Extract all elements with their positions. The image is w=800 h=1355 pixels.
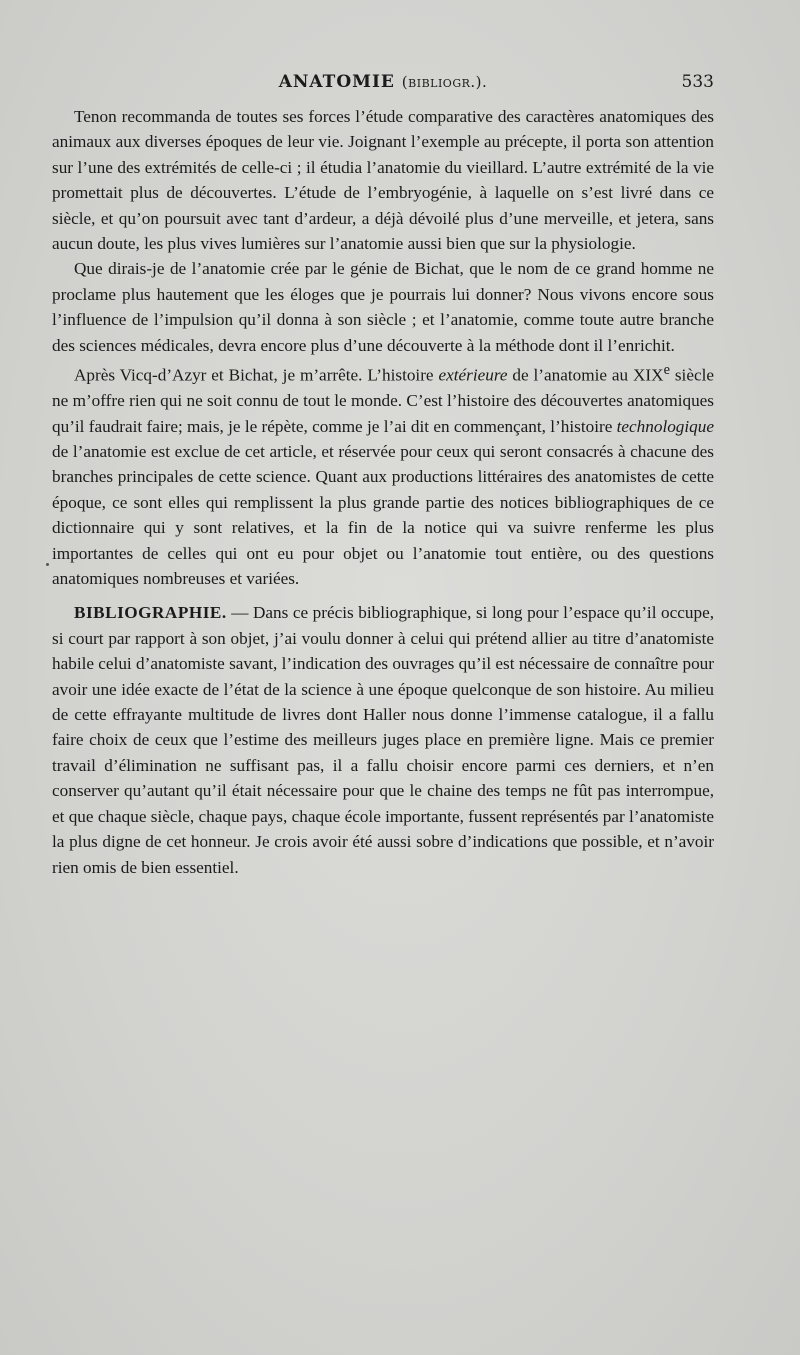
paragraph-text: — Dans ce précis bibliographique, si long pour l’espace qu’il occupe, si court par rapport à son objet, j’ai voulu donner à celui qui prétend allier au titre d’anatomiste habile celui d’anatomiste savant, l’indication des ouvrages qu’il est nécessaire de connaître pour avoir une idée exacte de l’état de la science à une époque quelconque de son histoire. Au milieu de cette effrayante multitude de livres dont Haller nous donne l’immense catalogue, il a fallu faire choix de ceux que l’estime des meilleurs juges place en première ligne. Mais ce premier travail d’élimination ne suffisant pas, il a fallu choisir encore parmi ces derniers, et n’en conserver qu’autant qu’il était nécessaire pour que le chaine des temps ne fût pas interrompue, et que chaque siècle, chaque pays, chaque école importante, fussent représentés par l’anatomiste la plus digne de cet honneur. Je crois avoir été aussi sobre d’indications que possible, et n’avoir rien omis de bien essentiel. — [52, 603, 714, 877]
page-header — [52, 72, 714, 98]
running-title — [52, 72, 714, 92]
emphasis-exterieure: extérieure — [438, 365, 508, 385]
paragraph-bichat: Que dirais-je de l’anatomie crée par le génie de Bichat, que le nom de ce grand homme ne proclame plus hautement que les éloges que je pourrais lui donner? Nous vivons encore sous l’influence de l’impulsion qu’il donna à son siècle ; et l’anatomie, comme toute autre branche des sciences médicales, devra encore plus d’une découverte à la méthode dont il l’enrichit. — [52, 259, 714, 355]
running-title-main: ANATOMIE — [278, 72, 395, 92]
paragraph-vicq-dazyr — [52, 358, 714, 591]
page-number: 533 — [681, 72, 714, 92]
paragraph-text: siècle ne m’offre rien qui ne soit connu de tout le monde. C’est l’histoire des découvertes anatomiques qu’il faudrait faire; mais, je le répète, comme je l’ai dit en commençant, l’histoire — [52, 365, 714, 436]
section-heading-bibliographie: BIBLIOGRAPHIE. — [74, 603, 227, 623]
paragraph-text: de l’anatomie au XIX — [507, 365, 664, 385]
paragraph-text: de l’anatomie est exclue de cet article, et réservée pour ceux qui seront consacrés à chacune des branches principales de cette science. Quant aux productions littéraires des anatomistes de cette époque, ce sont elles qui remplissent la plus grande partie des notices bibliographiques de ce dictionnaire qui y sont relatives, et la fin de la notice qui va suivre renferme les plus importantes de celles qui ont eu pour objet ou l’anatomie tout entière, ou des questions anatomiques nombreuses et variées. — [52, 442, 714, 589]
body-text — [52, 104, 714, 880]
ink-speck — [46, 563, 49, 566]
paragraph-text: Après Vicq-d’Azyr et Bichat, je m’arrête. L’histoire — [74, 365, 439, 385]
running-title-sub: (bibliogr.). — [401, 73, 488, 91]
superscript: e — [663, 362, 670, 379]
paragraph-tenon: Tenon recommanda de toutes ses forces l’étude comparative des caractères anatomiques des animaux aux diverses époques de leur vie. Joignant l’exemple au précepte, il porta son attention sur l’une des extrémités de celle-ci ; il étudia l’anatomie du vieillard. L’autre extrémité de la vie promettait plus de découvertes. L’étude de l’embryogénie, à laquelle on s’est livré dans ce siècle, et qu’on poursuit avec tant d’ardeur, a déjà dévoilé plus d’une merveille, et jetera, sans aucun doute, les plus vives lumières sur l’anatomie aussi bien que sur la physiologie. — [52, 107, 714, 254]
paragraph-bibliographie — [52, 600, 714, 879]
emphasis-technologique: technologique — [616, 416, 714, 436]
